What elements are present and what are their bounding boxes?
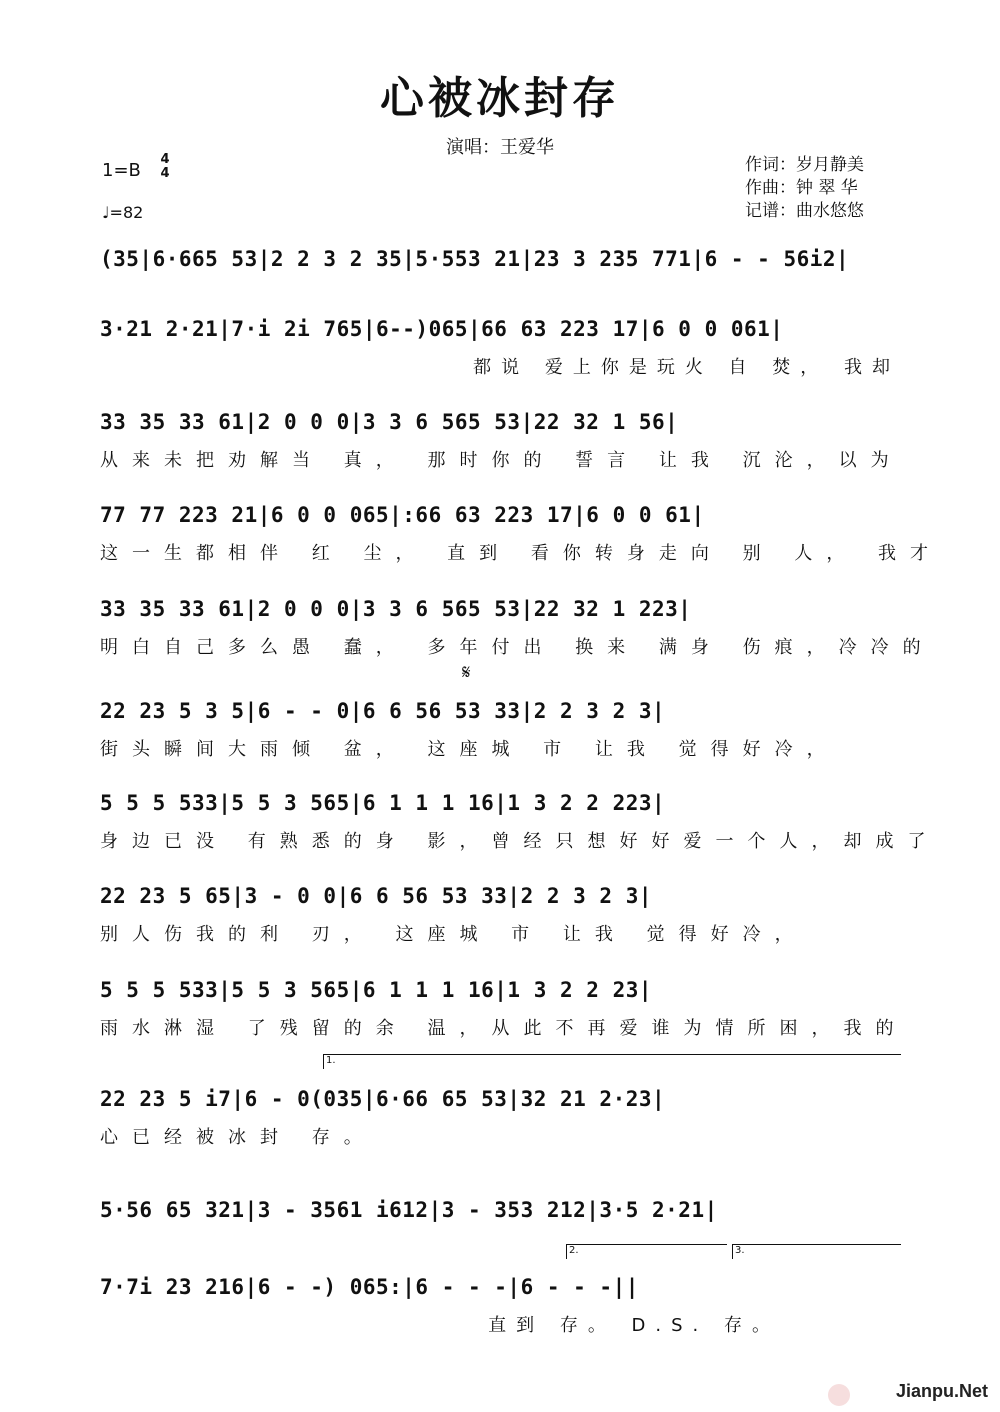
volta-bracket bbox=[566, 1244, 727, 1259]
composer-credit: 作曲：钟 翠 华 bbox=[745, 178, 858, 198]
note-line: 22 23 5 65|3 - 0 0|6 6 56 53 33|2 2 3 2 3| bbox=[100, 884, 653, 908]
segno-sign: 𝄋 bbox=[462, 660, 471, 684]
time-signature-top: 4 bbox=[160, 152, 170, 167]
note-line: 77 77 223 21|6 0 0 065|:66 63 223 17|6 0 0 61| bbox=[100, 503, 705, 527]
note-line: 33 35 33 61|2 0 0 0|3 3 6 565 53|22 32 1 56| bbox=[100, 410, 679, 434]
note-line: 33 35 33 61|2 0 0 0|3 3 6 565 53|22 32 1 223| bbox=[100, 597, 692, 621]
time-signature-bottom: 4 bbox=[160, 166, 170, 181]
note-line: 5·56 65 321|3 - 3561 i612|3 - 353 212|3·5 2·21| bbox=[100, 1198, 718, 1222]
song-title: 心被冰封存 bbox=[380, 73, 620, 124]
note-line: 3·21 2·21|7·i 2i 765|6--)065|66 63 223 17|6 0 0 061| bbox=[100, 317, 784, 341]
lyric-line: 心已经被冰封 存。 bbox=[100, 1127, 376, 1148]
note-line: 22 23 5 3 5|6 - - 0|6 6 56 53 33|2 2 3 2 3| bbox=[100, 699, 666, 723]
note-line: (35|6·665 53|2 2 3 2 35|5·553 21|23 3 235 771|6 - - 56i2| bbox=[100, 247, 850, 271]
watermark-logo-icon bbox=[828, 1384, 850, 1406]
volta-bracket bbox=[732, 1244, 901, 1259]
note-line: 5 5 5 533|5 5 3 565|6 1 1 1 16|1 3 2 2 223| bbox=[100, 791, 666, 815]
volta-label: 1. bbox=[326, 1055, 336, 1066]
singer-credit: 演唱：王爱华 bbox=[446, 137, 554, 158]
tempo-marking: ♩=82 bbox=[102, 203, 144, 222]
lyricist-credit: 作词：岁月静美 bbox=[745, 155, 864, 175]
site-watermark: Jianpu.Net bbox=[895, 1381, 988, 1401]
lyric-line: 明白自己多么愚 蠢， 多年付出 换来 满身 伤痕，冷冷的 bbox=[100, 637, 935, 658]
lyric-line: 这一生都相伴 红 尘， 直到 看你转身走向 别 人， 我才 bbox=[100, 543, 943, 564]
lyric-line: 雨水淋湿 了残留的余 温，从此不再爱谁为情所困，我的 bbox=[100, 1018, 908, 1039]
time-signature bbox=[158, 153, 172, 181]
lyric-line: 都说 爱上你是玩火 自 焚， 我却 bbox=[473, 357, 900, 378]
volta-bracket bbox=[323, 1054, 901, 1069]
lyric-line bbox=[100, 284, 900, 312]
lyric-line: 从来未把劝解当 真， 那时你的 誓言 让我 沉沦，以为 bbox=[100, 450, 903, 471]
note-line: 22 23 5 i7|6 - 0(035|6·66 65 53|32 21 2·23| bbox=[100, 1087, 666, 1111]
credits-block bbox=[745, 154, 864, 223]
volta-label: 3. bbox=[735, 1245, 745, 1256]
note-line: 5 5 5 533|5 5 3 565|6 1 1 1 16|1 3 2 2 23| bbox=[100, 978, 653, 1002]
lyric-line: 直到 存。 D.S. 存。 bbox=[488, 1315, 780, 1336]
note-line: 7·7i 23 216|6 - -) 065:|6 - - -|6 - - -|| bbox=[100, 1275, 639, 1299]
lyric-line: 身边已没 有熟悉的身 影，曾经只想好好爱一个人，却成了 bbox=[100, 831, 940, 852]
lyric-line: 街头瞬间大雨倾 盆， 这座城 市 让我 觉得好冷， bbox=[100, 739, 839, 760]
transcriber-credit: 记谱：曲水悠悠 bbox=[745, 201, 864, 221]
lyric-line: 别人伤我的利 刃， 这座城 市 让我 觉得好冷， bbox=[100, 924, 807, 945]
volta-label: 2. bbox=[569, 1245, 579, 1256]
key-signature: 1=B bbox=[102, 160, 141, 181]
